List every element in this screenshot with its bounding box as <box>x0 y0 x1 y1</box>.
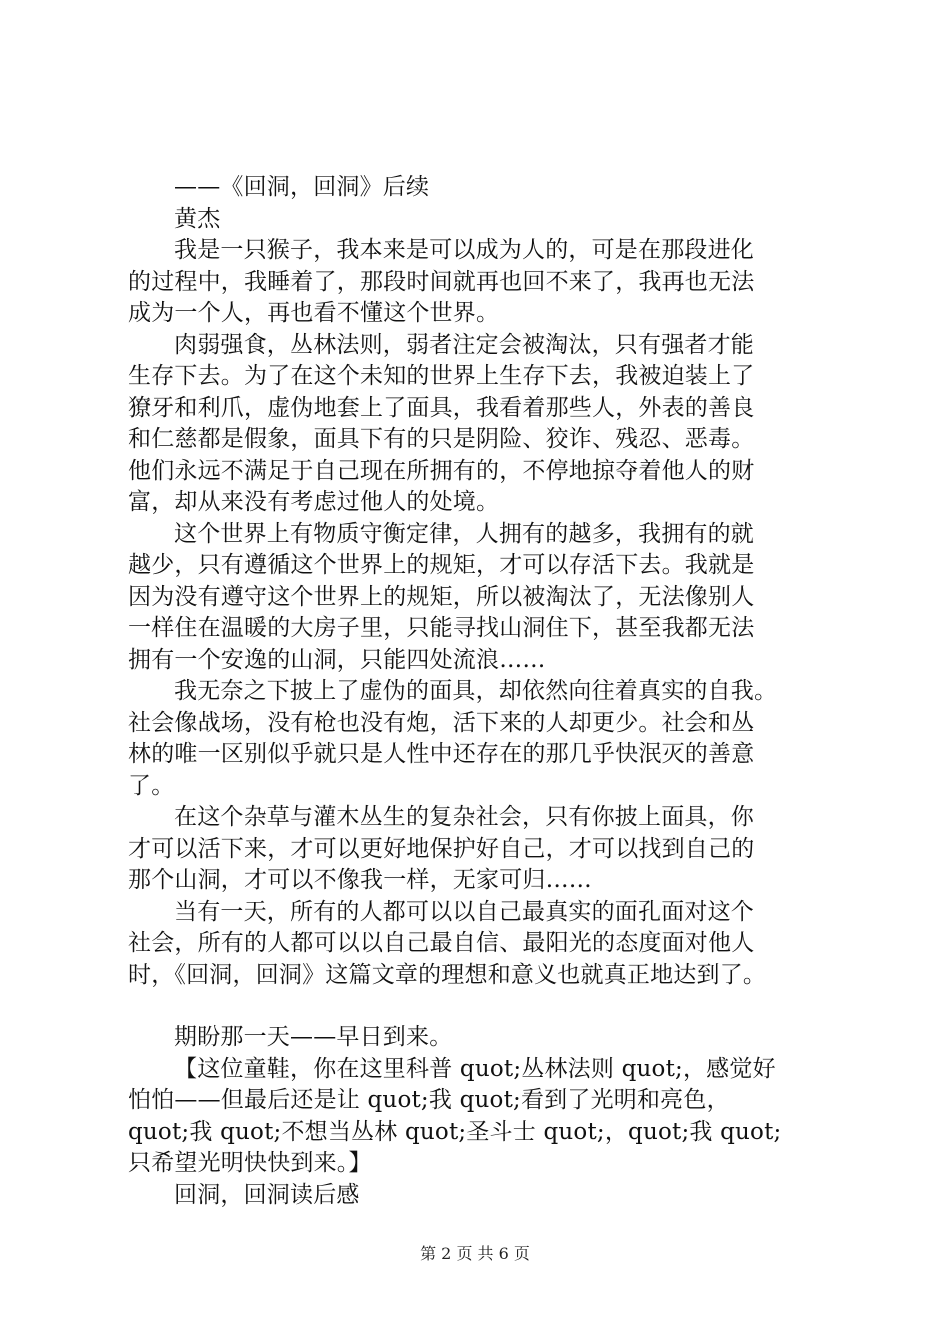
text-line: 回洞，回洞读后感 <box>174 1181 360 1208</box>
text-line: 和仁慈都是假象，面具下有的只是阴险、狡诈、残忍、恶毒。 <box>128 426 755 452</box>
text-line: 怕怕——但最后还是让 quot;我 quot;看到了光明和亮色， <box>128 1087 730 1113</box>
text-line: 富，却从来没有考虑过他人的处境。 <box>128 489 500 515</box>
text-line: 只希望光明快快到来。】 <box>128 1150 372 1176</box>
text-line: 那个山洞，才可以不像我一样，无家可归…… <box>128 867 592 893</box>
text-line: 林的唯一区别似乎就只是人性中还存在的那几乎快泯灭的善意 <box>128 741 755 767</box>
document-body <box>128 172 853 1211</box>
text-line: 拥有一个安逸的山洞，只能四处流浪…… <box>128 646 546 673</box>
text-line: 我是一只猴子，我本来是可以成为人的，可是在那段进化 <box>174 237 754 263</box>
text-line: 了。 <box>128 772 175 799</box>
text-line: 才可以活下来，才可以更好地保护好自己，才可以找到自己的 <box>128 835 755 862</box>
text-line: 社会，所有的人都可以以自己最自信、最阳光的态度面对他人 <box>128 930 755 956</box>
page-footer: 第 2 页 共 6 页 <box>420 1244 530 1263</box>
text-line: 期盼那一天——早日到来。 <box>174 1024 453 1050</box>
text-line: 因为没有遵守这个世界上的规矩，所以被淘汰了，无法像别人 <box>128 583 755 610</box>
text-line: 在这个杂草与灌木丛生的复杂社会，只有你披上面具，你 <box>174 804 754 830</box>
text-line: 黄杰 <box>174 205 221 232</box>
text-line: 他们永远不满足于自己现在所拥有的，不停地掠夺着他人的财 <box>128 457 755 484</box>
text-line: 獠牙和利爪，虚伪地套上了面具，我看着那些人，外表的善良 <box>128 394 755 421</box>
text-line: ——《回洞，回洞》后续 <box>174 174 430 200</box>
text-line: 的过程中，我睡着了，那段时间就再也回不来了，我再也无法 <box>128 268 755 295</box>
text-line: 社会像战场，没有枪也没有炮，活下来的人却更少。社会和丛 <box>128 709 755 736</box>
text-line: 生存下去。为了在这个未知的世界上生存下去，我被迫装上了 <box>128 363 755 389</box>
text-line: 我无奈之下披上了虚伪的面具，却依然向往着真实的自我。 <box>174 678 778 704</box>
text-line: 越少，只有遵循这个世界上的规矩，才可以存活下去。我就是 <box>128 552 755 578</box>
text-line: 时，《回洞，回洞》这篇文章的理想和意义也就真正地达到了。 <box>128 961 767 988</box>
text-line: 肉弱强食，丛林法则，弱者注定会被淘汰，只有强者才能 <box>174 331 754 358</box>
text-line: 【这位童鞋，你在这里科普 quot;丛林法则 quot;，感觉好 <box>174 1055 776 1082</box>
text-line: 一样住在温暖的大房子里，只能寻找山洞住下，甚至我都无法 <box>128 615 755 641</box>
text-line: 这个世界上有物质守衡定律，人拥有的越多，我拥有的就 <box>174 520 754 547</box>
text-line: 当有一天，所有的人都可以以自己最真实的面孔面对这个 <box>174 898 754 925</box>
text-line: 成为一个人，再也看不懂这个世界。 <box>128 300 500 326</box>
text-line: quot;我 quot;不想当丛林 quot;圣斗士 quot;，quot;我 quot; <box>128 1118 782 1145</box>
